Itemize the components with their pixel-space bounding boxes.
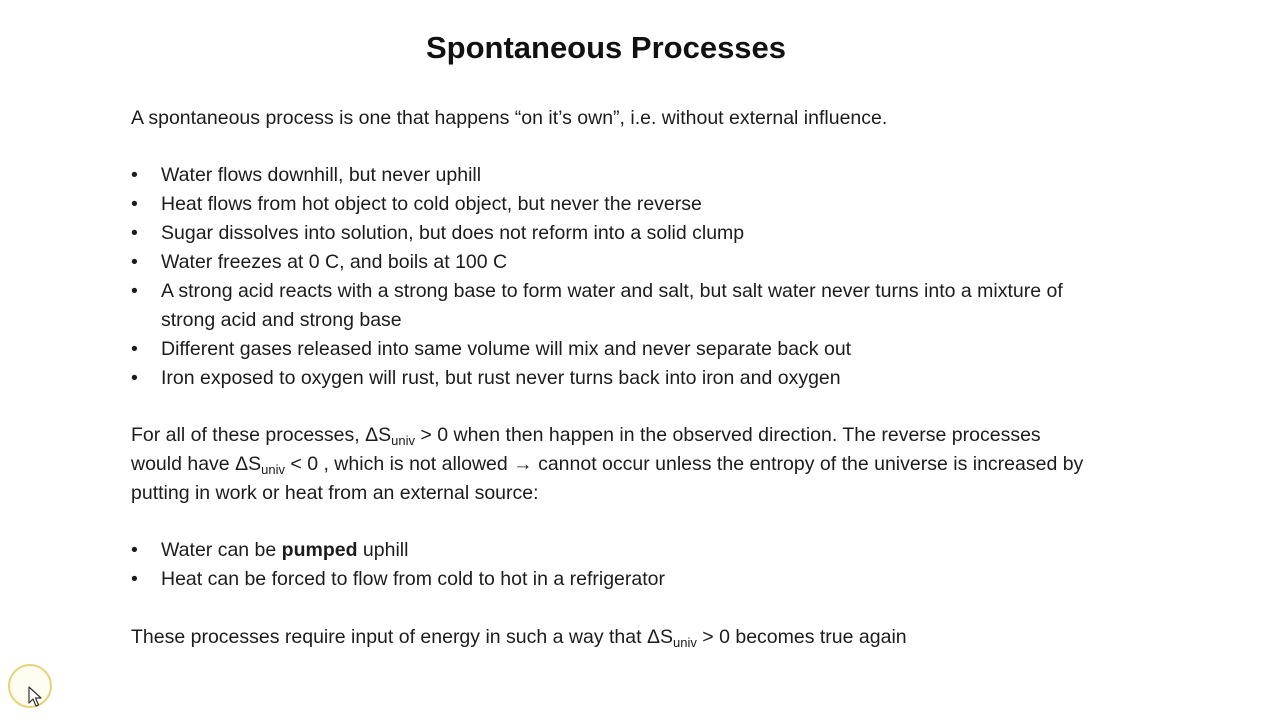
delta-s-symbol: ΔS — [365, 424, 392, 446]
mouse-pointer-icon — [28, 686, 44, 708]
list-item: • Sugar dissolves into solution, but does not reform into a solid clump — [131, 219, 1131, 248]
list-item: • Iron exposed to oxygen will rust, but rust never turns back into iron and oxygen — [131, 364, 1131, 393]
slide-title: Spontaneous Processes — [425, 30, 787, 65]
entropy-paragraph: For all of these processes, $\Delta S_{univ} > 0$ when then happen in the observed direction. The reverse processes would have $\Delta S_{univ} < 0$ , which is not allowed → cannot occur unless the entropy of the universe is increased by putting in work or heat from an external source: — [131, 424, 1084, 504]
list-item: • A strong acid reacts with a strong base to form water and salt, but salt water never turns into a mixture of strong acid and strong base — [131, 277, 1101, 335]
list-item: • Heat flows from hot object to cold object, but never the reverse — [131, 190, 1131, 219]
closing-paragraph: These processes require input of energy in such a way that $\Delta S_{univ} > 0$ becomes true again — [131, 626, 907, 650]
emphasis-text: pumped — [281, 539, 358, 561]
delta-s-symbol: ΔS — [646, 626, 673, 648]
examples-list — [131, 161, 1131, 393]
forced-processes-list — [131, 536, 1131, 594]
list-item: • Water flows downhill, but never uphill — [131, 161, 1131, 190]
list-item: • Water can be pumped uphill — [131, 536, 1131, 565]
delta-s-symbol: ΔS — [235, 453, 262, 475]
intro-paragraph: A spontaneous process is one that happens “on it’s own”, i.e. without external influence. — [131, 107, 888, 129]
right-arrow-icon: → — [513, 453, 533, 475]
list-item: • Different gases released into same volume will mix and never separate back out — [131, 335, 1131, 364]
list-item: • Heat can be forced to flow from cold to hot in a refrigerator — [131, 565, 1131, 594]
list-item: • Water freezes at 0 C, and boils at 100 C — [131, 248, 1131, 277]
